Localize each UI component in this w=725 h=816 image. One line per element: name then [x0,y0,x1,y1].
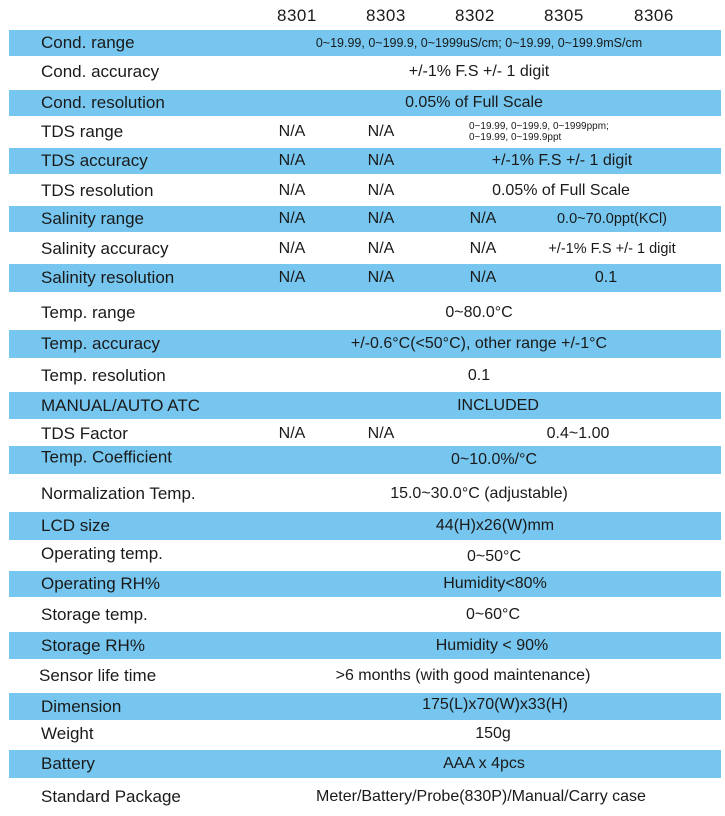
spec-value: 150g [475,724,511,742]
spec-row-standard-package [9,782,721,812]
spec-value: INCLUDED [457,396,539,414]
spec-value-8301: N/A [278,123,306,140]
spec-row-temp-coefficient [9,446,721,474]
spec-row-weight [9,720,721,747]
spec-value: +/-0.6°C(<50°C), other range +/-1°C [350,335,608,352]
model-8306: 8306 [634,6,674,25]
spec-value: 0.05% of Full Scale [405,94,543,111]
spec-label: Weight [41,723,94,743]
spec-row-temp-range [9,298,721,328]
spec-row-operating-temp [9,540,721,568]
spec-value: 0~10.0%/°C [450,451,538,468]
spec-row-manual-auto-atc [9,392,721,419]
spec-value-8302: N/A [469,210,497,227]
spec-label: Storage temp. [41,605,148,624]
spec-row-cond-accuracy [9,58,721,86]
spec-label: Cond. accuracy [41,62,160,81]
spec-value-8301: N/A [278,425,306,442]
spec-row-salinity-accuracy [9,234,721,264]
spec-row-tds-resolution [9,176,721,206]
spec-value-8301: N/A [278,269,306,286]
spec-value: 0~60°C [466,606,520,623]
spec-value-rest: 0.05% of Full Scale [492,182,630,199]
spec-value: 175(L)x70(W)x33(H) [422,695,568,713]
spec-row-tds-range [9,118,721,146]
spec-value-rest [469,121,609,143]
spec-row-storage-temp [9,601,721,629]
spec-value-8303: N/A [367,152,395,169]
spec-label: Normalization Temp. [41,484,196,503]
model-8303: 8303 [366,6,406,25]
spec-value: AAA x 4pcs [443,755,525,772]
spec-label: MANUAL/AUTO ATC [41,395,201,415]
spec-row-battery [9,750,721,778]
spec-row-salinity-range [9,206,721,232]
spec-label: Cond. resolution [41,93,165,112]
model-8301: 8301 [277,6,317,25]
spec-row-storage-rh [9,632,721,659]
spec-value-rest: 0.0~70.0ppt(KCl) [556,211,668,227]
spec-value: 0~50°C [467,547,521,565]
spec-value-8303: N/A [367,269,395,286]
model-header [0,0,725,30]
spec-value-rest: +/-1% F.S +/- 1 digit [548,241,676,257]
spec-value-8301: N/A [278,240,306,257]
spec-value: Meter/Battery/Probe(830P)/Manual/Carry case [316,788,646,805]
spec-value-rest: 0.4~1.00 [546,425,610,442]
spec-label: Salinity resolution [41,268,175,287]
spec-row-lcd-size [9,512,721,540]
spec-row-normalization-temp [9,479,721,509]
spec-value: Humidity<80% [443,575,547,592]
spec-row-tds-factor [9,421,721,447]
spec-label: Cond. range [41,33,135,52]
spec-value-8303: N/A [367,425,395,442]
spec-value: 0~19.99, 0~199.9, 0~1999uS/cm; 0~19.99, 0~199.9mS/cm [315,36,643,50]
spec-row-temp-resolution [9,362,721,390]
spec-value: 0.1 [467,367,491,384]
spec-value-8303: N/A [367,123,395,140]
spec-row-salinity-resolution [9,264,721,292]
spec-label: Salinity range [41,209,145,228]
spec-value-rest: 0.1 [594,269,618,286]
spec-value: >6 months (with good maintenance) [335,667,591,684]
spec-label: Temp. accuracy [41,334,161,353]
spec-label: Temp. resolution [41,366,166,385]
spec-value: 44(H)x26(W)mm [435,517,555,534]
tds-range-line1: 0~19.99, 0~199.9, 0~1999ppm; [469,121,609,132]
spec-label: LCD size [41,516,110,535]
spec-value-8302: N/A [469,240,497,257]
spec-label: Operating temp. [41,544,163,563]
spec-row-temp-accuracy [9,330,721,358]
tds-range-line2: 0~19.99, 0~199.9ppt [469,132,562,143]
spec-label: Standard Package [41,787,181,806]
spec-value: 0~80.0°C [445,304,513,321]
spec-row-cond-resolution [9,90,721,116]
spec-label: Storage RH% [41,635,145,655]
spec-label: TDS accuracy [41,151,148,170]
spec-label: Dimension [41,696,122,716]
spec-row-dimension [9,693,721,720]
model-8305: 8305 [544,6,584,25]
spec-label: TDS Factor [41,424,128,443]
spec-value-8301: N/A [278,210,306,227]
spec-row-sensor-life-time [9,662,721,690]
spec-label: Temp. range [41,303,136,322]
spec-label: Battery [41,754,95,773]
spec-label: Salinity accuracy [41,239,169,258]
spec-label: TDS range [41,122,124,141]
spec-value: 15.0~30.0°C (adjustable) [390,485,568,502]
spec-value-8301: N/A [278,152,306,169]
spec-row-tds-accuracy [9,148,721,174]
spec-value-8301: N/A [278,182,306,199]
spec-value-8303: N/A [367,240,395,257]
spec-value-8303: N/A [367,182,395,199]
spec-row-operating-rh [9,571,721,597]
spec-value: Humidity < 90% [435,636,549,654]
spec-value-rest: +/-1% F.S +/- 1 digit [491,152,633,169]
spec-value-8302: N/A [469,269,497,286]
spec-row-cond-range [9,30,721,56]
spec-label: Temp. Coefficient [41,447,173,467]
spec-label: Operating RH% [41,574,161,593]
model-8302: 8302 [455,6,495,25]
spec-label: Sensor life time [39,666,157,685]
spec-value-8303: N/A [367,210,395,227]
spec-label: TDS resolution [41,181,154,200]
spec-value: +/-1% F.S +/- 1 digit [408,63,550,80]
